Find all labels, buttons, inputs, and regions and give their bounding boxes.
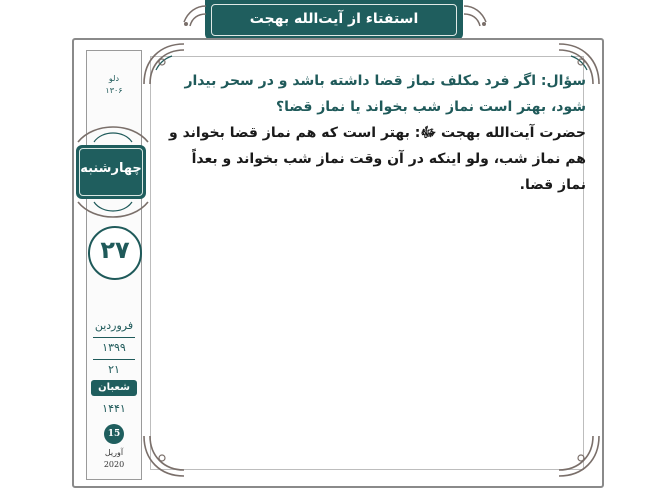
day-number: ۲۷ (100, 236, 130, 264)
weekday-badge (76, 145, 146, 199)
page-title: استفتاء از آیت‌الله بهجت (249, 11, 419, 27)
ornament-icon (178, 2, 208, 32)
corner-ornament-icon (555, 432, 603, 480)
day-number-circle (88, 226, 142, 280)
question-text: سؤال: اگر فرد مکلف نماز قضا داشته باشد و در سحر بیدار شود، بهتر است نماز شب بخواند یا نماز قضا؟ (184, 73, 586, 115)
answer-text: حضرت آیت‌الله بهجت ﷻ: بهتر است که هم نماز قضا بخواند و هم نماز شب، ولو اینکه در آن وقت نماز شب بخواند و بعداً نماز قضا. (169, 125, 586, 193)
top-date (87, 73, 141, 97)
hijri-day: ۲۱ (108, 363, 120, 376)
top-date-month: دلو (108, 74, 120, 83)
main-content (166, 68, 586, 198)
weekday-label: چهارشنبه (80, 161, 142, 176)
ornament-icon (74, 200, 152, 224)
ornament-icon (74, 118, 152, 144)
corner-ornament-icon (140, 432, 188, 480)
ornament-icon (462, 2, 492, 32)
header-banner (205, 0, 463, 40)
hijri-month: شعبان (91, 380, 137, 396)
top-date-year: ۱۳۰۶ (105, 86, 123, 95)
gregorian-year: 2020 (103, 460, 125, 469)
divider (93, 337, 135, 338)
solar-year: ۱۳۹۹ (102, 341, 126, 354)
divider (93, 359, 135, 360)
gregorian-day: 15 (104, 424, 124, 444)
gregorian-month: آوریل (104, 448, 124, 457)
solar-month: فروردین (94, 319, 134, 332)
hijri-year: ۱۴۴۱ (102, 402, 126, 415)
